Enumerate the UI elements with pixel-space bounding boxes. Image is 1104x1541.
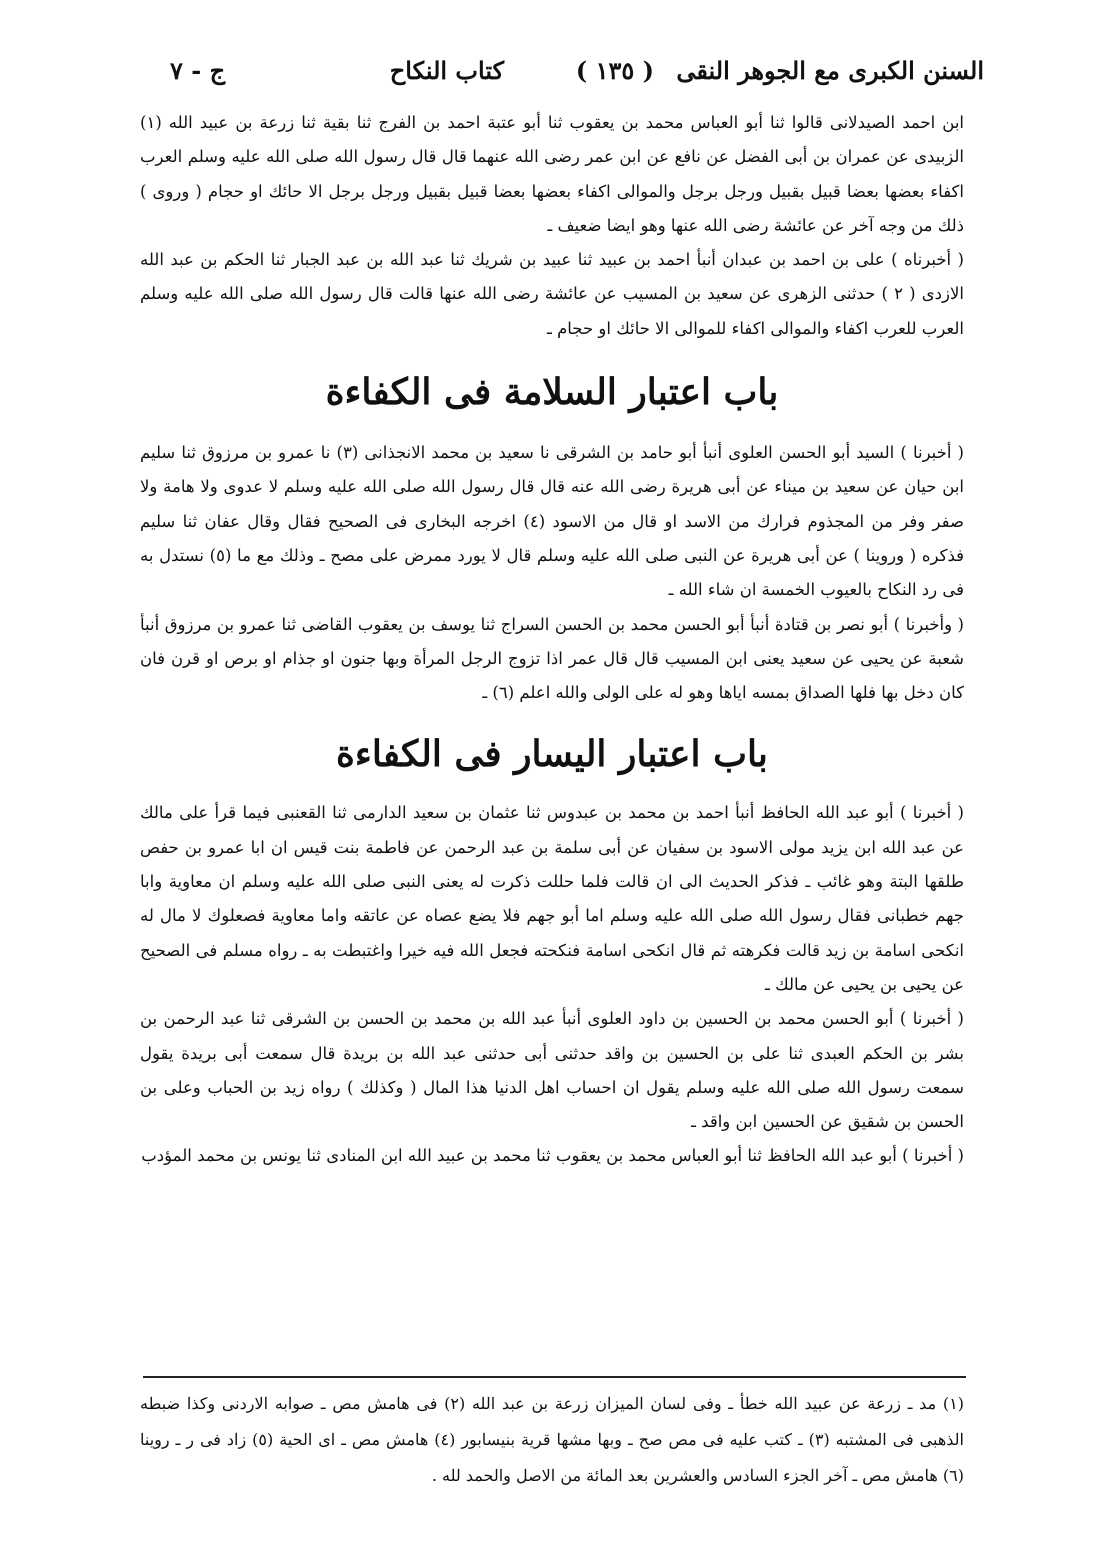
running-head-page-number: ( ١٣٥ ) [575, 56, 654, 85]
paragraph: ابن احمد الصيدلانى قالوا ثنا أبو العباس محمد بن يعقوب ثنا أبو عتبة احمد بن الفرج ثنا بقية ثنا زرعة بن عبيد الله (١) الزبيدى عن عمران بن أبى الفضل عن نافع عن ابن عمر رضى الله عنهما قال قال رسول الله صلى الله عليه وسلم العرب اكفاء بعضها بعضا قبيل بقبيل ورجل برجل والموالى اكفاء بعضها بعضا قبيل بقبيل ورجل برجل الا حائك او حجام ( وروى ) ذلك من وجه آخر عن عائشة رضى الله عنها وهو ايضا ضعيف ـ [140, 113, 964, 235]
paragraph: ( أخبرناه ) على بن احمد بن عبدان أنبأ احمد بن عبيد ثنا عبيد بن شريك ثنا عبد الله بن عبد الجبار ثنا الحكم بن عبد الله الازدى ( ٢ ) حدثنى الزهرى عن سعيد بن المسيب عن عائشة رضى الله عنها قالت قال رسول الله صلى الله عليه وسلم العرب للعرب اكفاء والموالى اكفاء للموالى الا حائك او حجام ـ [140, 250, 964, 338]
paragraph: ( أخبرنا ) أبو عبد الله الحافظ أنبأ احمد بن محمد بن عبدوس ثنا عثمان بن سعيد الدارمى ثنا القعنبى فيما قرأ على مالك عن عبد الله ابن يزيد مولى الاسود بن سفيان عن أبى سلمة بن عبد الرحمن عن فاطمة بنت قيس ان ابا عمرو بن حفص طلقها البتة وهو غائب ـ فذكر الحديث الى ان قالت فلما حللت ذكرت له يعنى النبى صلى الله عليه وسلم ان معاوية وابا جهم خطبانى فقال رسول الله صلى الله عليه وسلم اما أبو جهم فلا يضع عصاه عن عاتقه واما معاوية فصعلوك لا مال له انكحى اسامة بن زيد قالت فكرهته ثم قال انكحى اسامة فنكحته فجعل الله فيه خيرا واغتبطت به ـ رواه مسلم فى الصحيح عن يحيى بن يحيى عن مالك ـ [140, 803, 964, 994]
footnotes [140, 1386, 964, 1494]
footnote: (١) مد ـ زرعة عن عبيد الله خطأ ـ وفى لسان الميزان زرعة بن عبد الله (٢) فى هامش مص ـ صوابه الاردنى وكذا ضبطه الذهبى فى المشتبه (٣) ـ كتب عليه فى مص صح ـ وبها مشها قرية بنيسابور (٤) هامش مص ـ اى الحية (٥) زاد فى ر ـ روينا (٦) هامش مص ـ آخر الجزء السادس والعشرين بعد المائة من الاصل والحمد لله . [140, 1394, 964, 1485]
paragraph: ( وأخبرنا ) أبو نصر بن قتادة أنبأ أبو الحسن محمد بن الحسن السراج ثنا يوسف بن يعقوب القاضى ثنا عمرو بن مرزوق أنبأ شعبة عن يحيى عن سعيد يعنى ابن المسيب قال قال عمر اذا تزوج الرجل المرأة وبها جنون او جذام او برص او قرن فان كان دخل بها فلها الصداق بمسه اياها وهو له على الولى والله اعلم (٦) ـ [140, 614, 964, 703]
paragraph: ( أخبرنا ) أبو الحسن محمد بن الحسين بن داود العلوى أنبأ عبد الله بن محمد بن الحسن بن الشرقى ثنا عبد الرحمن بن بشر بن الحكم العبدى ثنا على بن الحسين بن واقد حدثنى أبى حدثنى عبد الله بن بريدة قال سمعت أبى بريدة يقول سمعت رسول الله صلى الله عليه وسلم يقول ان احساب اهل الدنيا هذا المال ( وكذلك ) رواه زيد بن الحباب وعلى بن الحسن بن شقيق عن الحسين ابن واقد ـ [140, 1009, 964, 1132]
section-heading-safety: باب اعتبار السلامة فى الكفاءة [325, 371, 779, 414]
running-head-title: السنن الكبرى مع الجوهر النقى [676, 56, 984, 85]
paragraph: ( أخبرنا ) السيد أبو الحسن العلوى أنبأ أبو حامد بن الشرقى نا سعيد بن محمد الانجذانى (٣) نا عمرو بن مرزوق ثنا سليم ابن حيان عن سعيد بن ميناء عن أبى هريرة رضى الله عنه قال قال رسول الله صلى الله عليه وسلم لا عدوى ولا هامة ولا صفر وفر من المجذوم فرارك من الاسد او قال من الاسود (٤) اخرجه البخارى فى الصحيح فقال وقال عفان ثنا سليم فذكره ( وروينا ) عن أبى هريرة عن النبى صلى الله عليه وسلم قال لا يورد ممرض على مصح ـ وذلك مع ما (٥) نستدل به فى رد النكاح بالعيوب الخمسة ان شاء الله ـ [140, 443, 964, 600]
footnote-divider [143, 1376, 966, 1378]
running-head-volume: ج - ٧ [170, 56, 226, 85]
running-head [170, 56, 984, 96]
main-text [140, 106, 964, 1174]
paragraph: ( أخبرنا ) أبو عبد الله الحافظ ثنا أبو العباس محمد بن يعقوب ثنا محمد بن عبيد الله ابن المنادى ثنا يونس بن محمد المؤدب [141, 1146, 964, 1166]
running-head-book: كتاب النكاح [389, 56, 504, 85]
section-heading-wealth: باب اعتبار اليسار فى الكفاءة [336, 733, 768, 776]
